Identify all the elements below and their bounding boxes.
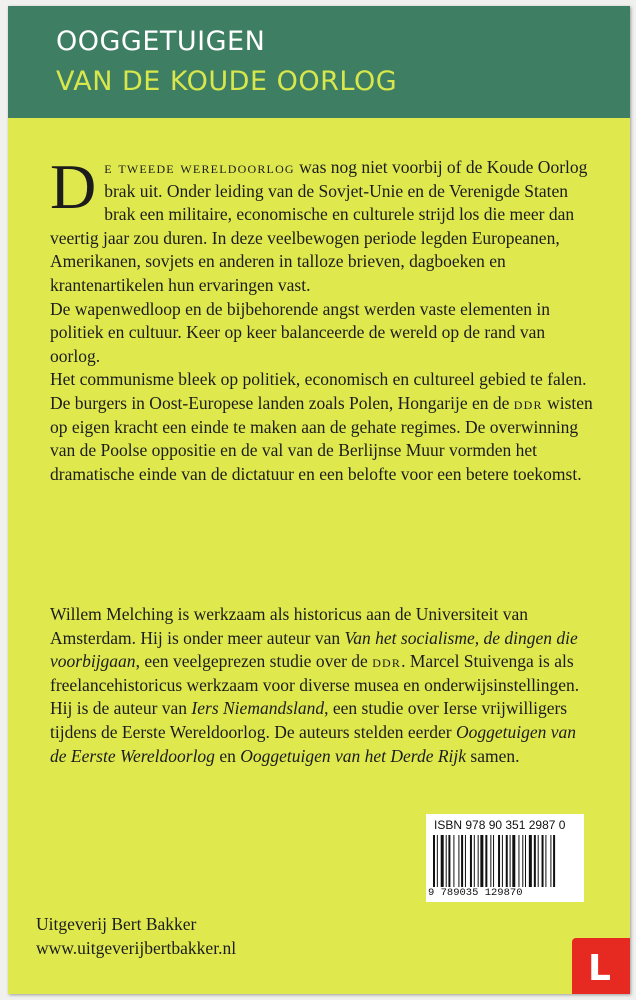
author-bio-text-5: en xyxy=(214,745,241,766)
author-bio-text-6: samen. xyxy=(466,745,520,766)
small-caps-opening: e tweede wereldoorlog xyxy=(104,157,295,177)
blurb-paragraph-1 xyxy=(50,151,595,298)
author-bio-text-4: , een studie over Ierse vrijwilligers tijdens de Eerste Wereldoorlog. De auteurs stelden eerder xyxy=(50,698,568,742)
barcode-digits: 9 789035 129870 xyxy=(428,887,523,899)
sticker-glyph: L xyxy=(588,948,611,989)
book-title-2: Iers Niemandsland xyxy=(191,698,325,719)
blurb-paragraph-1-text: was nog niet voorbij of de Koude Oorlog brak uit. Onder leiding van de Sovjet-Unie en de Verenigde Staten brak een militaire, economische en culturele strijd los die meer dan veertig jaar zou duren. In deze veelbewogen periode legden Europeanen, Amerikanen, sovjets en anderen in talloze brieven, dagboeken en krantenartikelen hun ervaringen vast. xyxy=(50,157,588,295)
title-line-1: OOGGETUIGEN xyxy=(56,26,266,57)
barcode-label xyxy=(426,814,584,902)
blurb-paragraph-3-part-1: Het communisme bleek op politiek, economisch en cultureel gebied te falen. De burgers in Oost-Europese landen zoals Polen, Hongarije en de xyxy=(50,369,587,413)
book-title-4: Ooggetuigen van het Derde Rijk xyxy=(240,745,467,766)
blurb-paragraph-3-part-2: wisten op eigen kracht een einde te maken aan de gehate regimes. De overwinning van de Poolse oppositie en de val van de Berlijnse Muur vormden het dramatische einde van de dictatuur en een belofte voor een betere toekomst. xyxy=(50,392,593,484)
author-bio-text-1: Willem Melching is werkzaam als historicus aan de Universiteit van Amsterdam. Hij is onder meer auteur van xyxy=(50,604,528,648)
drop-cap: D xyxy=(50,151,97,222)
book-title-1: Van het socialisme, de dingen die voorbijgaan xyxy=(50,627,578,672)
publisher-name: Uitgeverij Bert Bakker xyxy=(36,914,197,934)
ddr-abbreviation: ddr xyxy=(513,392,543,413)
blurb-text xyxy=(50,151,595,486)
book-back-cover xyxy=(8,6,630,994)
blurb-paragraph-3 xyxy=(50,368,595,486)
blurb-paragraph-2: De wapenwedloop en de bijbehorende angst werden vaste elementen in politiek en cultuur. Keer op keer balanceerde de wereld op de rand van oorlog. xyxy=(50,298,551,366)
author-bio-paragraph xyxy=(50,603,595,768)
ddr-abbreviation: ddr xyxy=(372,651,402,672)
publisher-info xyxy=(36,913,236,960)
isbn-text: ISBN 978 90 351 2987 0 xyxy=(434,818,566,832)
author-bio-text-2: , een veelgeprezen studie over de xyxy=(135,651,373,672)
title-line-2: VAN DE KOUDE OORLOG xyxy=(56,66,398,97)
publisher-website: www.uitgeverijbertbakker.nl xyxy=(36,937,237,958)
author-bio xyxy=(50,603,595,768)
author-bio-text-3: . Marcel Stuivenga is als freelancehistoricus werkzaam voor diverse musea en onderwijsinstellingen. Hij is de auteur van xyxy=(50,651,580,719)
book-title-3: Ooggetuigen van de Eerste Wereldoorlog xyxy=(50,721,577,766)
barcode-icon xyxy=(433,835,577,887)
lambiek-sticker xyxy=(572,938,630,994)
title-banner xyxy=(8,6,630,118)
